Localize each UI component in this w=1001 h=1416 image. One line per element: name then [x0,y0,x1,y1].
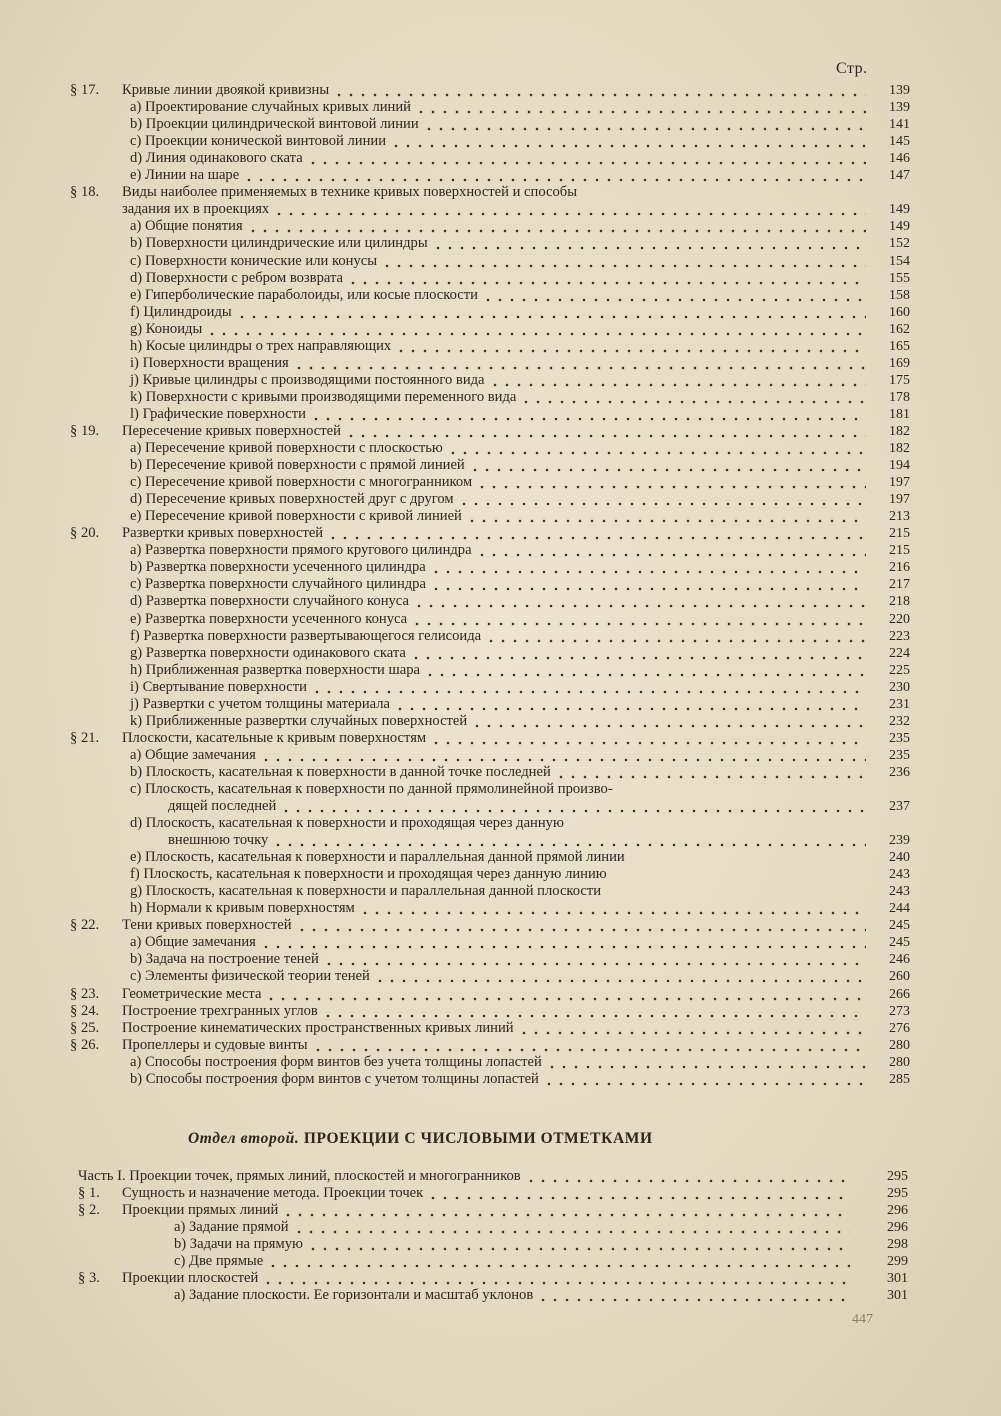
toc-entry-title: a) Задание прямой [174,1219,289,1236]
toc-entry-page: 295 [887,1186,908,1202]
toc-entry [70,218,910,235]
toc-entry [70,866,910,883]
toc-entry-page: 235 [889,730,910,746]
toc-entry-page: 230 [889,679,910,695]
toc-entry [70,542,910,559]
dot-leader [410,645,866,660]
toc-entry-page: 218 [889,594,910,610]
toc-entry [70,832,910,849]
toc-entry [70,934,910,951]
toc-entry-page: 280 [889,1037,910,1053]
toc-entry-page: 296 [887,1220,908,1236]
toc-entry-title: e) Плоскость, касательная к поверхности и параллельная данной прямой линии [130,849,625,866]
toc-entry-page: 146 [889,151,910,167]
dot-leader [307,1236,850,1251]
toc-entry-page: 152 [889,236,910,252]
toc-entry-page: 139 [889,100,910,116]
dot-leader [265,986,866,1001]
toc-entry-page: 213 [889,509,910,525]
toc-entry-page: 231 [889,696,910,712]
dot-leader [323,951,866,966]
toc-entry [70,304,910,321]
toc-entry-section-number: § 22. [70,917,100,934]
toc-entry-page: 239 [889,833,910,849]
toc-entry [70,662,910,679]
toc-entry [70,576,910,593]
dot-leader [307,150,866,165]
dot-leader [520,389,866,404]
toc-entry-title: k) Поверхности с кривыми производящими переменного вида [130,388,517,405]
dot-leader [430,559,866,574]
toc-entry [70,99,910,116]
dot-leader [267,1253,850,1268]
toc-entry-title: Кривые линии двоякой кривизны [122,82,330,99]
toc-entry-title: Построение трехгранных углов [122,1002,318,1019]
dot-leader [555,764,866,779]
toc-entry-section-number: § 17. [70,82,100,99]
toc-entry [70,201,910,218]
section-title-prefix: Отдел второй. [188,1130,300,1147]
toc-entry-title: Тени кривых поверхностей [122,917,292,934]
toc-entry-title: a) Развертка поверхности прямого кругового цилиндра [130,542,472,559]
dot-leader [629,849,866,864]
toc-entry-section-number: § 21. [70,729,100,746]
toc-entry-page: 147 [889,168,910,184]
toc-entry-page: 235 [889,747,910,763]
toc-entry-title: Развертки кривых поверхностей [122,525,324,542]
toc-entry-title: f) Развертка поверхности развертывающегося гелисоида [130,627,482,644]
toc-entry [70,628,910,645]
toc-entry-title: d) Линия одинакового ската [130,150,303,167]
toc-entry-title: f) Плоскость, касательная к поверхности и проходящая через данную линию [130,866,607,883]
toc-entry-title: внешнюю точку [168,832,269,849]
toc-entry [70,82,910,99]
toc-entry-page: 149 [889,219,910,235]
toc-entry [70,525,910,542]
dot-leader [260,747,866,762]
dot-leader [282,1202,850,1217]
toc-entry [70,815,910,832]
toc-entry [70,679,910,696]
toc-entry-page: 215 [889,526,910,542]
dot-leader [485,628,866,643]
dot-leader [262,1270,850,1285]
dot-leader [347,270,866,285]
dot-leader [427,1185,850,1200]
toc-entry-page: 225 [889,662,910,678]
toc-entry-page: 245 [889,918,910,934]
dot-leader [471,713,866,728]
toc-entry [70,116,910,133]
dot-leader [411,611,866,626]
toc-entry [70,747,910,764]
dot-leader [432,235,866,250]
toc-entry-page: 220 [889,611,910,627]
toc-entry [70,167,910,184]
toc-entry-section-number: § 24. [70,1002,100,1019]
toc-entry-page: 197 [889,475,910,491]
toc-entry-title: c) Проекции конической винтовой линии [130,133,387,150]
dot-leader [423,116,866,131]
toc-entry [70,235,910,252]
toc-entry-page: 243 [889,867,910,883]
toc-entry [70,389,910,406]
toc-entry-title: Проекции прямых линий [122,1202,279,1219]
toc-entry-title: i) Поверхности вращения [130,354,289,371]
toc-entry-title: i) Свертывание поверхности [130,678,307,695]
toc-entry-page: 194 [889,458,910,474]
toc-entry-page: 260 [889,969,910,985]
toc-entry [70,696,910,713]
toc-entry-page: 296 [887,1203,908,1219]
toc-entry [70,730,910,747]
toc-entry-page: 182 [889,423,910,439]
toc-entry [70,440,910,457]
toc-entry [70,798,910,815]
dot-leader [476,542,866,557]
toc-entry-title: j) Развертки с учетом толщины материала [130,695,391,712]
page-number: 447 [852,1312,873,1327]
toc-entry [78,1236,908,1253]
toc-entry-section-number: § 25. [70,1019,100,1036]
dot-leader [390,133,866,148]
toc-entry-page: 285 [889,1071,910,1087]
toc-entry [70,150,910,167]
toc-entry-title: e) Гиперболические параболоиды, или косые плоскости [130,286,478,303]
toc-entry-page: 216 [889,560,910,576]
toc-entry-title: a) Общие замечания [130,746,256,763]
toc-entry-title: d) Пересечение кривых поверхностей друг с другом [130,491,454,508]
toc-entry-page: 169 [889,355,910,371]
dot-leader [247,218,866,233]
toc-entry [70,883,910,900]
toc-entry-page: 181 [889,406,910,422]
toc-entry-title: g) Коноиды [130,320,203,337]
toc-entry [70,1054,910,1071]
toc-entry-title: k) Приближенные развертки случайных поверхностей [130,712,468,729]
toc-entry-title: d) Плоскость, касательная к поверхности и проходящая через данную [130,815,564,832]
toc-entry-page: 154 [889,253,910,269]
toc-entry-title: a) Общие замечания [130,934,256,951]
toc-entry-title: g) Развертка поверхности одинакового ската [130,644,406,661]
toc-entry [70,321,910,338]
toc-entry-title: h) Нормали к кривым поверхностям [130,900,355,917]
toc-entry-page: 223 [889,628,910,644]
toc-entry-title: b) Проекции цилиндрической винтовой линии [130,116,419,133]
dot-leader [476,474,866,489]
toc-entry [70,457,910,474]
toc-entry-section-number: § 1. [78,1185,100,1202]
dot-leader [345,423,866,438]
toc-entry [70,645,910,662]
toc-entry-page: 215 [889,543,910,559]
dot-leader [482,287,866,302]
toc-entry-page: 178 [889,389,910,405]
toc-entry-page: 236 [889,764,910,780]
toc-entry [70,491,910,508]
toc-entry [70,849,910,866]
toc-entry [70,610,910,627]
dot-leader [611,866,866,881]
toc-entry [70,270,910,287]
dot-leader [537,1287,850,1302]
toc-entry-title: c) Плоскость, касательная к поверхности по данной прямолинейной произво- [130,780,613,797]
toc-entry-title: c) Пересечение кривой поверхности с многогранником [130,474,473,491]
dot-leader [430,576,866,591]
toc-entry [78,1270,908,1287]
dot-leader [312,1037,866,1052]
toc-entry-title: Пропеллеры и судовые винты [122,1036,308,1053]
dot-leader [243,167,866,182]
toc-entry [70,252,910,269]
toc-entry-title: b) Плоскость, касательная к поверхности в данной точке последней [130,763,551,780]
toc-entry [78,1287,908,1304]
toc-entry-page: 301 [887,1271,908,1287]
toc-entry [70,900,910,917]
dot-leader [260,934,866,949]
toc-entry-title: h) Приближенная развертка поверхности шара [130,661,420,678]
dot-leader [525,1168,850,1183]
toc-entry-page: 139 [889,83,910,99]
toc-entry-page: 224 [889,645,910,661]
dot-leader [543,1071,866,1086]
toc-entry-title: b) Пересечение кривой поверхности с прямой линией [130,457,465,474]
dot-leader [546,1054,866,1069]
toc-entry-title: e) Линии на шаре [130,167,240,184]
toc-entry-title: c) Две прямые [174,1253,264,1270]
dot-leader [447,440,866,455]
toc-entry [70,355,910,372]
toc-entry-page: 237 [889,799,910,815]
toc-entry [70,593,910,610]
toc-entry-section-number: § 3. [78,1270,100,1287]
toc-entry-title: b) Развертка поверхности усеченного цилиндра [130,559,426,576]
toc-entry [70,1003,910,1020]
toc-entry-page: 232 [889,713,910,729]
section-title [188,1130,653,1148]
toc-entry-page: 240 [889,850,910,866]
toc-entry [78,1219,908,1236]
toc-entry-title: b) Задача на построение теней [130,951,319,968]
dot-leader [466,508,866,523]
dot-leader [272,832,866,847]
toc-entry-page: 149 [889,202,910,218]
toc-entry [78,1185,908,1202]
toc-entry-title: l) Графические поверхности [130,405,306,422]
toc-entry [78,1168,908,1185]
toc-entry-title: a) Проектирование случайных кривых линий [130,99,411,116]
dot-leader [293,1219,850,1234]
toc-entry-section-number: § 20. [70,525,100,542]
dot-leader [469,457,866,472]
toc-entry-title: c) Развертка поверхности случайного цилиндра [130,576,426,593]
dot-leader [327,525,866,540]
dot-leader [280,798,866,813]
toc-entry-title: a) Общие понятия [130,218,243,235]
toc-entry [70,338,910,355]
toc-entry-page: 273 [889,1003,910,1019]
dot-leader [424,662,866,677]
toc-entry-section-number: § 26. [70,1036,100,1053]
toc-entry-title: a) Задание плоскости. Ее горизонтали и масштаб уклонов [174,1287,534,1304]
toc-entry-title: задания их в проекциях [122,201,270,218]
toc-entry-section-number: § 2. [78,1202,100,1219]
toc-entry-title: дящей последней [168,798,277,815]
toc-entry [70,423,910,440]
page-column-header: Стр. [836,60,868,77]
toc-entry [70,713,910,730]
dot-leader [273,201,866,216]
toc-entry-title: a) Способы построения форм винтов без учета толщины лопастей [130,1053,542,1070]
toc-entry-page: 299 [887,1254,908,1270]
dot-leader [310,406,866,421]
toc-entry-title: c) Элементы физической теории теней [130,968,370,985]
dot-leader [617,781,866,796]
dot-leader [296,917,866,932]
toc-entry-page: 158 [889,287,910,303]
toc-entry-section-number: § 19. [70,422,100,439]
toc-entry [70,406,910,423]
dot-leader [359,900,866,915]
toc-entry-page: 276 [889,1020,910,1036]
toc-entry [70,968,910,985]
toc-entry-page: 301 [887,1288,908,1304]
toc-entry [70,985,910,1002]
toc-entry-title: e) Пересечение кривой поверхности с кривой линией [130,508,462,525]
table-of-contents-part-2 [78,1168,908,1304]
dot-leader [381,253,866,268]
dot-leader [311,679,866,694]
toc-entry-title: Пересечение кривых поверхностей [122,422,341,439]
toc-entry-title: b) Задачи на прямую [174,1236,303,1253]
dot-leader [333,82,866,97]
dot-leader [322,1003,866,1018]
toc-entry-page: 295 [887,1169,908,1185]
toc-entry-title: Построение кинематических пространственных кривых линий [122,1019,514,1036]
toc-entry-title: g) Плоскость, касательная к поверхности и параллельная данной плоскости [130,883,602,900]
toc-entry-title: b) Поверхности цилиндрические или цилиндры [130,235,428,252]
toc-entry-title: j) Кривые цилиндры с производящими постоянного вида [130,371,485,388]
dot-leader [430,730,866,745]
toc-entry-title: d) Развертка поверхности случайного конуса [130,593,409,610]
dot-leader [374,968,866,983]
toc-entry [70,184,910,201]
table-of-contents [70,82,910,1088]
toc-entry-page: 165 [889,338,910,354]
toc-entry-title: c) Поверхности конические или конусы [130,252,378,269]
dot-leader [489,372,866,387]
toc-entry [70,474,910,491]
toc-entry-title: f) Цилиндроиды [130,303,232,320]
toc-entry-title: Виды наиболее применяемых в технике кривых поверхностей и способы [122,184,578,201]
dot-leader [236,304,866,319]
toc-entry [70,1037,910,1054]
toc-entry [70,287,910,304]
toc-entry-title: Плоскости, касательные к кривым поверхностям [122,729,427,746]
toc-entry-page: 141 [889,117,910,133]
toc-entry-page: 197 [889,492,910,508]
toc-entry-page: 243 [889,884,910,900]
toc-entry-page: 246 [889,952,910,968]
toc-entry-section-number: § 23. [70,985,100,1002]
toc-entry-page: 162 [889,321,910,337]
toc-entry-page: 160 [889,304,910,320]
toc-entry-page: 217 [889,577,910,593]
toc-entry-section-number: § 18. [70,184,100,201]
toc-entry-title: e) Развертка поверхности усеченного конуса [130,610,408,627]
dot-leader [394,696,866,711]
dot-leader [206,321,866,336]
toc-entry-page: 298 [887,1237,908,1253]
toc-entry [70,133,910,150]
toc-entry-page: 245 [889,935,910,951]
dot-leader [518,1020,866,1035]
toc-entry-page: 266 [889,986,910,1002]
toc-entry-title: Сущность и назначение метода. Проекции точек [122,1185,424,1202]
dot-leader [581,184,866,199]
toc-entry-title: d) Поверхности с ребром возврата [130,269,343,286]
toc-entry [78,1253,908,1270]
toc-entry-title: Проекции плоскостей [122,1270,259,1287]
toc-entry [70,951,910,968]
toc-entry-page: 280 [889,1054,910,1070]
toc-entry [70,1071,910,1088]
toc-entry [70,559,910,576]
toc-entry-title: h) Косые цилиндры о трех направляющих [130,337,392,354]
dot-leader [605,883,866,898]
toc-entry-title: b) Способы построения форм винтов с учетом толщины лопастей [130,1070,539,1087]
dot-leader [458,491,866,506]
toc-entry [70,1020,910,1037]
toc-entry [70,917,910,934]
dot-leader [568,815,866,830]
toc-entry-page: 155 [889,270,910,286]
toc-entry [78,1202,908,1219]
dot-leader [415,99,866,114]
section-title-main: ПРОЕКЦИИ С ЧИСЛОВЫМИ ОТМЕТКАМИ [303,1130,653,1147]
toc-entry-page: 182 [889,441,910,457]
dot-leader [395,338,866,353]
toc-entry-page: 145 [889,134,910,150]
toc-entry-page: 244 [889,901,910,917]
toc-entry-title: Геометрические места [122,985,262,1002]
dot-leader [413,593,866,608]
dot-leader [293,355,866,370]
toc-entry [70,764,910,781]
toc-entry-title: a) Пересечение кривой поверхности с плоскостью [130,440,443,457]
toc-entry [70,372,910,389]
toc-entry [70,508,910,525]
toc-entry-page: 175 [889,372,910,388]
toc-entry-title: Часть I. Проекции точек, прямых линий, плоскостей и многогранников [78,1168,521,1185]
toc-entry [70,781,910,798]
